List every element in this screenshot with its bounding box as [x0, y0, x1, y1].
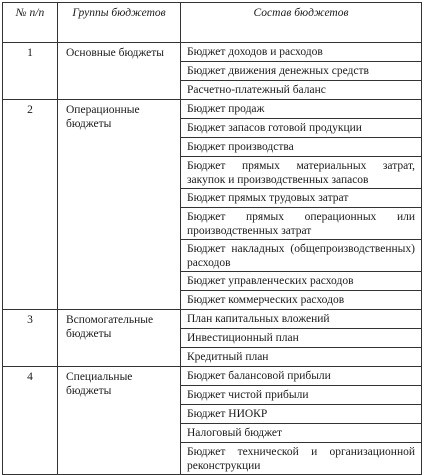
group-name: Специальные бюджеты: [58, 367, 181, 475]
budget-item: Бюджет технической и организационной реконструкции: [181, 443, 422, 475]
budget-item: Бюджет управленческих расходов: [181, 272, 422, 291]
table-row: [3, 367, 422, 386]
header-composition: Состав бюджетов: [181, 3, 422, 43]
budget-item: Инвестиционный план: [181, 329, 422, 348]
budget-item: Бюджет чистой прибыли: [181, 386, 422, 405]
table-row: [3, 100, 422, 119]
group-num: 1: [3, 43, 58, 100]
budget-item: Налоговый бюджет: [181, 424, 422, 443]
header-row: [3, 3, 422, 43]
table-row: [3, 310, 422, 329]
budget-item: Бюджет доходов и расходов: [181, 43, 422, 62]
budget-item: Бюджет НИОКР: [181, 405, 422, 424]
budget-item: Бюджет продаж: [181, 100, 422, 119]
budget-item: Кредитный план: [181, 348, 422, 367]
budget-item: Бюджет прямых трудовых затрат: [181, 189, 422, 208]
group-name: Основные бюджеты: [58, 43, 181, 100]
group-num: 2: [3, 100, 58, 310]
group-num: 4: [3, 367, 58, 475]
budget-item: Бюджет движения денежных средств: [181, 62, 422, 81]
budget-item: Бюджет балансовой прибыли: [181, 367, 422, 386]
budget-item: Бюджет производства: [181, 138, 422, 157]
budget-item: Бюджет запасов готовой продукции: [181, 119, 422, 138]
budget-item: Бюджет накладных (общепроизводственных) расходов: [181, 240, 422, 272]
budget-item: Бюджет коммерческих расходов: [181, 291, 422, 310]
budget-item: Бюджет прямых операционных или производственных затрат: [181, 208, 422, 240]
header-group: Группы бюджетов: [58, 3, 181, 43]
budget-table: [2, 2, 422, 475]
table-row: [3, 43, 422, 62]
budget-item: План капитальных вложений: [181, 310, 422, 329]
group-num: 3: [3, 310, 58, 367]
budget-item: Бюджет прямых материальных затрат, закупок и производственных запасов: [181, 157, 422, 189]
group-name: Вспомогательные бюджеты: [58, 310, 181, 367]
header-num: № п/п: [3, 3, 58, 43]
budget-item: Расчетно-платежный баланс: [181, 81, 422, 100]
group-name: Операционные бюджеты: [58, 100, 181, 310]
